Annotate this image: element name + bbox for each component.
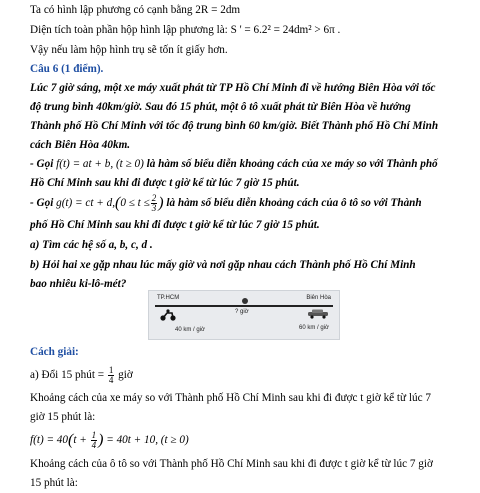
problem-text (30, 156, 456, 172)
question-a: a) Tìm các hệ số a, b, c, d . (30, 239, 153, 251)
problem-text: phố Hồ Chí Minh sau khi đi được t giờ kể từ lúc 7 giờ 15 phút. (30, 219, 320, 231)
problem-text: Lúc 7 giờ sáng, một xe máy xuất phát từ TP Hồ Chí Minh đi về hướng Biên Hòa với tốc (30, 82, 436, 94)
car-icon (307, 309, 329, 319)
formula: f(t) = 40(t + $\frac{1}{4}$ ) = 40t + 10, (t ≥ 0) (30, 430, 189, 450)
meeting-time-label: ? giờ (235, 309, 249, 315)
solution-text: Khoảng cách của xe máy so với Thành phố Hồ Chí Minh sau khi đi được t giờ kể từ lúc 7 (30, 392, 431, 404)
text-line: Ta có hình lập phương có cạnh bằng 2R = 2dm (30, 4, 241, 16)
text-span: - Gọi (30, 197, 57, 210)
question-b: bao nhiêu ki-lô-mét? (30, 278, 127, 290)
text-line: Vậy nếu làm hộp hình trụ sẽ tốn ít giấy hơn. (30, 44, 228, 56)
math-expression: f(t) = at + b, (t ≥ 0) (56, 158, 144, 170)
question-heading: Câu 6 (1 điểm). (30, 63, 104, 75)
text-span: là hàm số biểu diễn khoảng cách của xe máy so với Thành phố (143, 158, 438, 170)
motorbike-icon (159, 309, 177, 321)
text-line: Diện tích toàn phần hộp hình lập phương là: S ' = 6.2² = 24dm² > 6π . (30, 24, 341, 36)
motorbike-speed: 40 km / giờ (175, 327, 205, 333)
fraction: $\frac{2}{3}$ (151, 193, 157, 213)
solution-text: Khoảng cách của ô tô so với Thành phố Hồ Chí Minh sau khi đi được t giờ kể từ lúc 7 giờ (30, 458, 433, 470)
math-expression: g(t) = ct + d, (56, 197, 116, 210)
hcm-label: TP.HCM (157, 295, 180, 301)
car-speed: 60 km / giờ (299, 325, 329, 331)
solution-text (30, 366, 456, 385)
problem-text: Hồ Chí Minh sau khi đi được t giờ kể từ lúc 7 giờ 15 phút. (30, 177, 300, 189)
math-expression: = 40t + 10, (t ≥ 0) (103, 434, 189, 447)
solution-text: 15 phút là: (30, 477, 78, 489)
problem-text: - Gọi g(t) = ct + d,(0 ≤ t ≤ $\frac{2}{3}$ ) là hàm số biểu diễn khoảng cách của ô tô so với Thành (30, 193, 422, 213)
solution-heading: Cách giải: (30, 346, 79, 358)
problem-text: độ trung bình 40km/giờ. Sau đó 15 phút, một ô tô xuất phát từ Biên Hòa về hướng (30, 101, 411, 113)
text-span: - Gọi (30, 158, 57, 170)
text-span: là hàm số biểu diễn khoảng cách của ô tô so với Thành (163, 197, 422, 210)
math-expression: t + (73, 434, 90, 447)
text-span: giờ (115, 369, 133, 382)
text-span: a) Đổi 15 phút = (30, 369, 107, 382)
fraction: $\frac{1}{4}$ (108, 365, 114, 385)
travel-diagram (148, 290, 340, 340)
bienhoa-label: Biên Hòa (306, 295, 331, 301)
problem-text: Thành phố Hồ Chí Minh với tốc độ trung bình 60 km/giờ. Biết Thành phố Hồ Chí Minh (30, 120, 439, 132)
road-line (155, 305, 333, 307)
solution-text: giờ 15 phút là: (30, 411, 96, 423)
fraction: $\frac{1}{4}$ (91, 430, 97, 450)
math-expression: f(t) = 40 (30, 434, 68, 447)
problem-text: cách Biên Hòa 40km. (30, 139, 131, 151)
meeting-point-icon (241, 297, 249, 305)
math-expression: 0 ≤ t ≤ (120, 197, 150, 210)
question-b: b) Hỏi hai xe gặp nhau lúc mấy giờ và nơi gặp nhau cách Thành phố Hồ Chí Minh (30, 259, 416, 271)
